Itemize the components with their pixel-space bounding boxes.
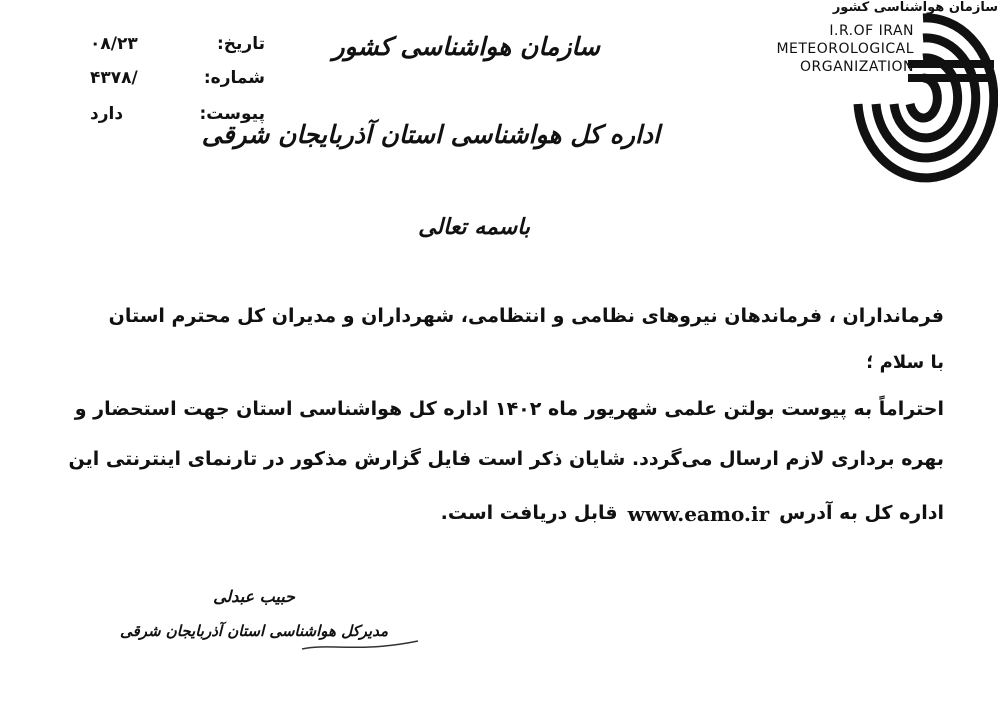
basmala: باسمه تعالی [418, 214, 530, 240]
logo-english-text [752, 22, 914, 76]
signature-stroke [300, 635, 420, 655]
attachment-label: پیوست: [199, 104, 265, 124]
logo-en-line: METEOROLOGICAL [776, 41, 914, 57]
organization-title: سازمان هواشناسی کشور [332, 32, 600, 61]
body-line-3 [39, 502, 944, 526]
body-line-2: بهره برداری لازم ارسال می‌گردد. شایان ذکر است فایل گزارش مذکور در تارنمای اینترنتی این [68, 448, 944, 470]
logo-en-line: ORGANIZATION [799, 59, 914, 75]
meta-number-row [90, 68, 265, 88]
addressee: فرمانداران ، فرماندهان نیروهای نظامی و انتظامی، شهرداران و مدیران کل محترم استان [108, 305, 944, 327]
line3-prefix: اداره کل به آدرس [779, 502, 944, 524]
greeting: با سلام ؛ [866, 352, 944, 373]
line3-suffix: قابل دریافت است. [440, 502, 618, 524]
date-label: تاریخ: [217, 34, 265, 54]
signatory-title: مدیرکل هواشناسی استان آذربایجان شرقی [120, 622, 388, 640]
body-line-1: احتراماً به پیوست بولتن علمی شهریور ماه ۱۴۰۲ اداره کل هواشناسی استان جهت استحضار و [74, 398, 944, 420]
attachment-value: دارد [90, 104, 124, 124]
website-url: www.eamo.ir [627, 502, 770, 526]
meta-date-row [90, 34, 265, 54]
logo-en-line: I.R.OF IRAN [829, 23, 914, 39]
number-value: ۴۳۷۸/ [90, 68, 138, 88]
date-value: ۰۸/۲۳ [90, 34, 138, 54]
office-title: اداره کل هواشناسی استان آذربایجان شرقی [201, 120, 660, 149]
signatory-name: حبیب عبدلی [213, 587, 295, 606]
logo-persian-text: سازمان هواشناسی کشور [832, 0, 998, 15]
number-label: شماره: [203, 68, 265, 88]
